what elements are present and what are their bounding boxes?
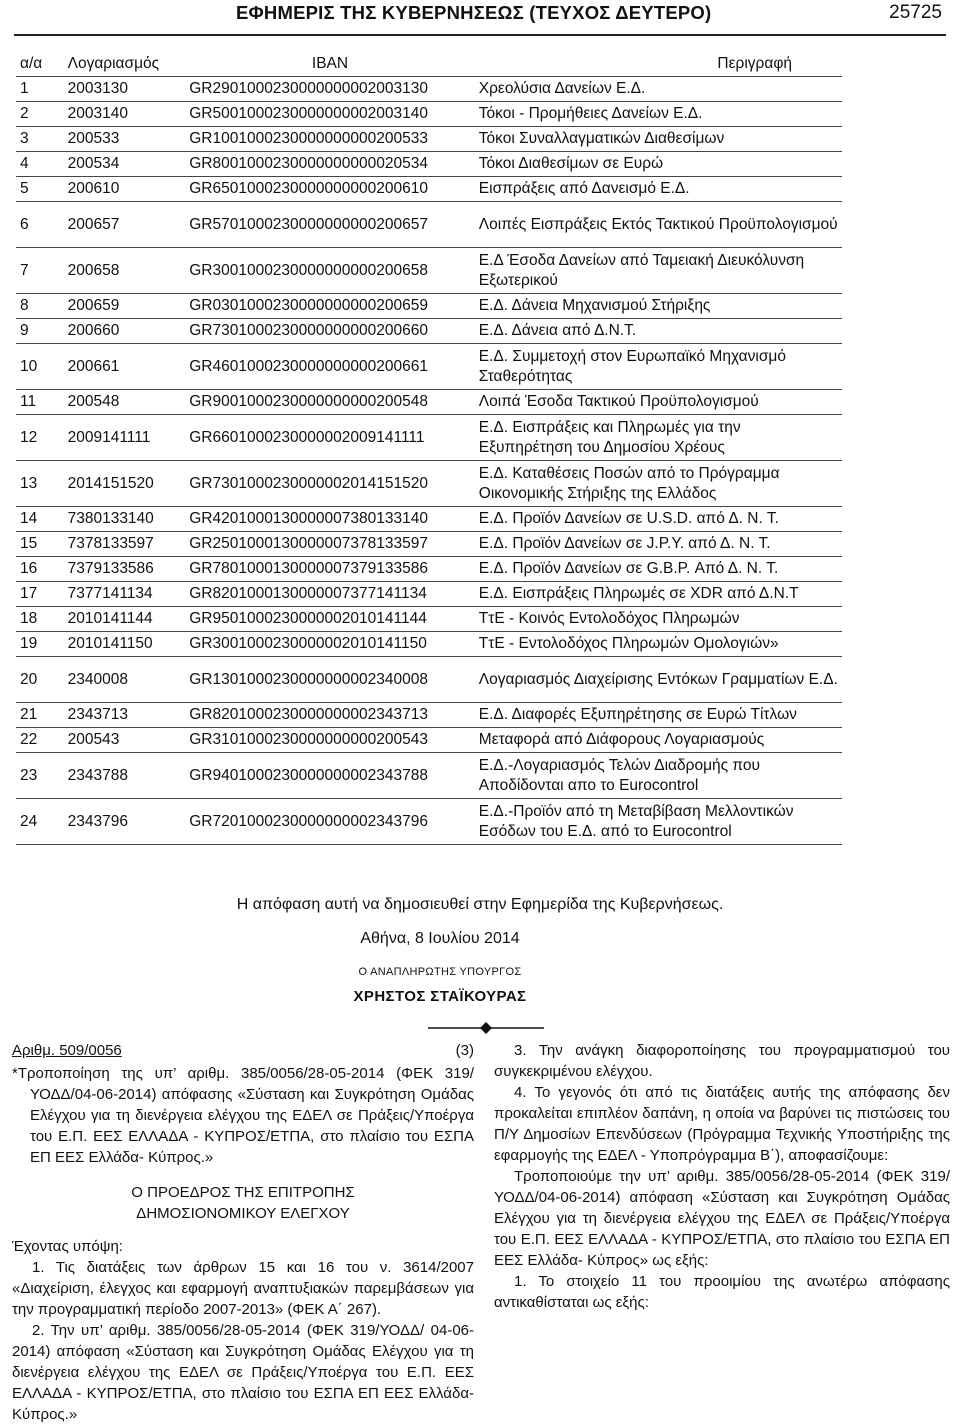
cell-iban: GR7301000230000002014151520 [185, 461, 475, 507]
table-row [16, 753, 842, 799]
table-row [16, 632, 842, 657]
cell-no: 3 [16, 127, 64, 152]
cell-account: 7377141134 [64, 582, 186, 607]
cell-no: 23 [16, 753, 64, 799]
cell-account: 2343713 [64, 703, 186, 728]
cell-no: 14 [16, 507, 64, 532]
cell-no: 2 [16, 102, 64, 127]
cell-description: Εισπράξεις από Δανεισμό Ε.Δ. [475, 177, 842, 202]
cell-description: Τόκοι Διαθεσίμων σε Ευρώ [475, 152, 842, 177]
table-row [16, 532, 842, 557]
table-row [16, 177, 842, 202]
col-header-no: α/α [16, 52, 64, 77]
cell-description: Ε.Δ.-Προϊόν από τη Μεταβίβαση Μελλοντικών Εσόδων του Ε.Δ. από το Eurocontrol [475, 799, 842, 845]
table-header-row [16, 52, 842, 77]
cell-description: ΤτΕ - Κοινός Εντολοδόχος Πληρωμών [475, 607, 842, 632]
place-date: Αθήνα, 8 Ιουλίου 2014 [360, 930, 520, 947]
cell-account: 2343796 [64, 799, 186, 845]
cell-iban: GR3001000230000000000200658 [185, 248, 475, 294]
gazette-title: ΕΦΗΜΕΡΙΣ ΤΗΣ ΚΥΒΕΡΝΗΣΕΩΣ (ΤΕΥΧΟΣ ΔΕΥΤΕΡΟ) [236, 2, 712, 23]
amend-statement: Τροποποιούμε την υπ’ αριθμ. 385/0056/28-05-2014 (ΦΕΚ 319/ΥΟΔΔ/04-06-2014) απόφαση «Σύσταση και Συγκρότηση Ομάδας Ελέγχου για τη διενέργεια ελέγχου της ΕΔΕΛ σε Πράξεις/Υποέργα του Ε.Π. ΕΕΣ ΕΛΛΑΔΑ - ΚΥΠΡΟΣ/ΕΤΠΑ, στο πλαίσιο του ΕΣΠΑ ΕΠ ΕΕΣ Ελλάδα- Κύπρος» ως εξής: [494, 1168, 950, 1269]
cell-iban: GR3001000230000002010141150 [185, 632, 475, 657]
cell-no: 24 [16, 799, 64, 845]
cell-iban: GR6601000230000002009141111 [185, 415, 475, 461]
cell-account: 2003140 [64, 102, 186, 127]
cell-no: 10 [16, 344, 64, 390]
article-reference [12, 1040, 474, 1061]
col-header-description: Περιγραφή [475, 52, 842, 77]
table-row [16, 799, 842, 845]
table-row [16, 77, 842, 102]
cell-iban: GR7201000230000000002343796 [185, 799, 475, 845]
cell-no: 15 [16, 532, 64, 557]
cell-account: 2010141150 [64, 632, 186, 657]
cell-no: 13 [16, 461, 64, 507]
item-1: 1. Τις διατάξεις των άρθρων 15 και 16 του ν. 3614/2007 «Διαχείριση, έλεγχος και εφαρμογή αναπτυξιακών παρεμβάσεων για την προγραμματική περίοδο 2007-2013» (ΦΕΚ Α΄ 267). [12, 1259, 474, 1318]
cell-iban: GR7801000130000007379133586 [185, 557, 475, 582]
cell-iban: GR6501000230000000000200610 [185, 177, 475, 202]
table-row [16, 657, 842, 703]
cell-iban: GR7301000230000000000200660 [185, 319, 475, 344]
cell-no: 21 [16, 703, 64, 728]
table-row [16, 607, 842, 632]
cell-no: 7 [16, 248, 64, 294]
cell-no: 12 [16, 415, 64, 461]
cell-no: 17 [16, 582, 64, 607]
article-ref-number: Αριθμ. 509/0056 [12, 1042, 122, 1059]
cell-description: Ε.Δ. Προϊόν Δανείων σε J.P.Y. από Δ. Ν. Τ. [475, 532, 842, 557]
table-row [16, 127, 842, 152]
cell-no: 4 [16, 152, 64, 177]
amend-item-1: 1. Το στοιχείο 11 του προοιμίου της ανωτέρω απόφασης αντικαθίσταται ως εξής: [494, 1273, 950, 1311]
cell-no: 19 [16, 632, 64, 657]
cell-description: Μεταφορά από Διάφορους Λογαριασμούς [475, 728, 842, 753]
cell-description: Ε.Δ. Διαφορές Εξυπηρέτησης σε Ευρώ Τίτλων [475, 703, 842, 728]
cell-iban: GR1001000230000000000200533 [185, 127, 475, 152]
item-4: 4. Το γεγονός ότι από τις διατάξεις αυτής της απόφασης δεν προκαλείται επιπλέον δαπάνη, η οποία να βαρύνει τις πιστώσεις του Π/Υ Δημοσίων Επενδύσεων (Πρόγραμμα Τεχνικής Υποστήριξης της εφαρμογής της ΕΔΕΛ - Υποπρόγραμμα Β΄), αποφασίζουμε: [494, 1084, 950, 1164]
table-row [16, 728, 842, 753]
cell-iban: GR5001000230000000002003140 [185, 102, 475, 127]
table-row [16, 294, 842, 319]
cell-iban: GR9401000230000000002343788 [185, 753, 475, 799]
cell-iban: GR4601000230000000000200661 [185, 344, 475, 390]
cell-description: Ε.Δ. Δάνεια από Δ.Ν.Τ. [475, 319, 842, 344]
table-row [16, 461, 842, 507]
cell-iban: GR8001000230000000000020534 [185, 152, 475, 177]
cell-iban: GR2501000130000007378133597 [185, 532, 475, 557]
table-row [16, 557, 842, 582]
cell-no: 18 [16, 607, 64, 632]
cell-description: Λοιπά Έσοδα Τακτικού Προϋπολογισμού [475, 390, 842, 415]
article-ref-index: (3) [455, 1042, 474, 1059]
cell-description: Ε.Δ. Καταθέσεις Ποσών από το Πρόγραμμα Οικονομικής Στήριξης της Ελλάδος [475, 461, 842, 507]
col-header-account: Λογαριασμός [64, 52, 186, 77]
cell-description: Τόκοι Συναλλαγματικών Διαθεσίμων [475, 127, 842, 152]
cell-description: Λογαριασμός Διαχείρισης Εντόκων Γραμματίων Ε.Δ. [475, 657, 842, 703]
cell-iban: GR1301000230000000002340008 [185, 657, 475, 703]
table-row [16, 582, 842, 607]
article-left-column [12, 1040, 474, 1425]
cell-description: Ε.Δ.-Λογαριασμός Τελών Διαδρομής που Αποδίδονται απο το Eurocontrol [475, 753, 842, 799]
table-row [16, 248, 842, 294]
cell-no: 1 [16, 77, 64, 102]
cell-description: Ε.Δ. Προϊόν Δανείων σε G.B.P. Από Δ. Ν. Τ. [475, 557, 842, 582]
cell-account: 200657 [64, 202, 186, 248]
cell-description: Λοιπές Εισπράξεις Εκτός Τακτικού Προϋπολογισμού [475, 202, 842, 248]
cell-no: 20 [16, 657, 64, 703]
table-row [16, 152, 842, 177]
page-number: 25725 [889, 2, 942, 23]
cell-account: 200548 [64, 390, 186, 415]
cell-iban: GR2901000230000000002003130 [185, 77, 475, 102]
table-row [16, 415, 842, 461]
col-header-iban: IBAN [185, 52, 475, 77]
item-2: 2. Την υπ’ αριθμ. 385/0056/28-05-2014 (ΦΕΚ 319/ΥΟΔΔ/ 04-06-2014) απόφαση «Σύσταση και Συγκρότηση Ομάδας Ελέγχου για τη διενέργεια ελέγχου της ΕΔΕΛ σε Πράξεις/Υποέργα του Ε.Π. ΕΕΣ ΕΛΛΑΔΑ - ΚΥΠΡΟΣ/ΕΤΠΑ, στο πλαίσιο του ΕΣΠΑ ΕΠ ΕΕΣ Ελλάδα- Κύπρος.» [12, 1322, 474, 1423]
cell-account: 7378133597 [64, 532, 186, 557]
cell-description: Ε.Δ. Εισπράξεις και Πληρωμές για την Εξυπηρέτηση του Δημοσίου Χρέους [475, 415, 842, 461]
cell-no: 9 [16, 319, 64, 344]
cell-account: 200659 [64, 294, 186, 319]
cell-account: 2009141111 [64, 415, 186, 461]
cell-description: Ε.Δ Έσοδα Δανείων από Ταμειακή Διευκόλυνση Εξωτερικού [475, 248, 842, 294]
having-regard: Έχοντας υπόψη: [12, 1238, 123, 1255]
cell-account: 200610 [64, 177, 186, 202]
org-line-1: Ο ΠΡΟΕΔΡΟΣ ΤΗΣ ΕΠΙΤΡΟΠΗΣ [131, 1184, 355, 1201]
cell-account: 200534 [64, 152, 186, 177]
cell-iban: GR4201000130000007380133140 [185, 507, 475, 532]
article-right-column [494, 1040, 950, 1313]
cell-account: 200660 [64, 319, 186, 344]
table-row [16, 390, 842, 415]
cell-iban: GR3101000230000000000200543 [185, 728, 475, 753]
signatory-role: Ο ΑΝΑΠΛΗΡΩΤΗΣ ΥΠΟΥΡΓΟΣ [358, 966, 522, 978]
table-row [16, 202, 842, 248]
cell-account: 200533 [64, 127, 186, 152]
table-row [16, 102, 842, 127]
cell-iban: GR9001000230000000000200548 [185, 390, 475, 415]
publish-statement: Η απόφαση αυτή να δημοσιευθεί στην Εφημερίδα της Κυβερνήσεως. [236, 896, 724, 913]
cell-description: Χρεολύσια Δανείων Ε.Δ. [475, 77, 842, 102]
cell-iban: GR8201000130000007377141134 [185, 582, 475, 607]
cell-iban: GR0301000230000000000200659 [185, 294, 475, 319]
cell-account: 2340008 [64, 657, 186, 703]
table-row [16, 507, 842, 532]
cell-account: 7380133140 [64, 507, 186, 532]
cell-no: 8 [16, 294, 64, 319]
table-row [16, 319, 842, 344]
cell-account: 2003130 [64, 77, 186, 102]
cell-account: 200658 [64, 248, 186, 294]
page-header [14, 2, 946, 32]
diamond-divider [428, 1022, 544, 1034]
signatory-name: ΧΡΗΣΤΟΣ ΣΤΑΪΚΟΥΡΑΣ [353, 988, 527, 1005]
cell-description: ΤτΕ - Εντολοδόχος Πληρωμών Ομολογιών» [475, 632, 842, 657]
cell-description: Ε.Δ. Συμμετοχή στον Ευρωπαϊκό Μηχανισμό Σταθερότητας [475, 344, 842, 390]
cell-no: 11 [16, 390, 64, 415]
cell-account: 200543 [64, 728, 186, 753]
org-line-2: ΔΗΜΟΣΙΟΝΟΜΙΚΟΥ ΕΛΕΓΧΟΥ [136, 1205, 350, 1222]
cell-account: 200661 [64, 344, 186, 390]
cell-no: 22 [16, 728, 64, 753]
cell-description: Ε.Δ. Δάνεια Μηχανισμού Στήριξης [475, 294, 842, 319]
cell-iban: GR9501000230000002010141144 [185, 607, 475, 632]
cell-account: 2014151520 [64, 461, 186, 507]
cell-iban: GR5701000230000000000200657 [185, 202, 475, 248]
table-row [16, 344, 842, 390]
cell-no: 6 [16, 202, 64, 248]
cell-no: 5 [16, 177, 64, 202]
cell-description: Ε.Δ. Προϊόν Δανείων σε U.S.D. από Δ. Ν. Τ. [475, 507, 842, 532]
cell-account: 2010141144 [64, 607, 186, 632]
header-rule [14, 34, 946, 36]
cell-description: Ε.Δ. Εισπράξεις Πληρωμές σε XDR από Δ.Ν.Τ [475, 582, 842, 607]
cell-account: 7379133586 [64, 557, 186, 582]
cell-account: 2343788 [64, 753, 186, 799]
cell-description: Τόκοι - Προμήθειες Δανείων Ε.Δ. [475, 102, 842, 127]
cell-iban: GR8201000230000000002343713 [185, 703, 475, 728]
item-3: 3. Την ανάγκη διαφοροποίησης του προγραμματισμού του συγκεκριμένου ελέγχου. [494, 1042, 950, 1080]
cell-no: 16 [16, 557, 64, 582]
table-row [16, 703, 842, 728]
article-subject: *Τροποποίηση της υπ’ αριθμ. 385/0056/28-05-2014 (ΦΕΚ 319/ΥΟΔΔ/04-06-2014) απόφασης «Σύσταση και Συγκρότηση Ομάδας Ελέγχου για τη διενέργεια ελέγχου της ΕΔΕΛ σε Πράξεις/Υποέργα του Ε.Π. ΕΕΣ ΕΛΛΑΔΑ - ΚΥΠΡΟΣ/ΕΤΠΑ, στο πλαίσιο του ΕΣΠΑ ΕΠ ΕΕΣ Ελλάδα- Κύπρος.» [12, 1065, 474, 1166]
accounts-table [16, 52, 842, 845]
